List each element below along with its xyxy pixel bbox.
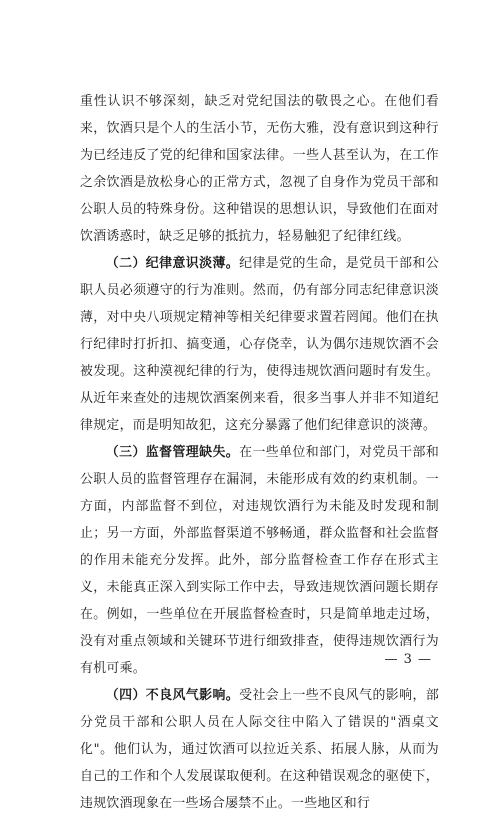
paragraph-2-text: 纪律是党的生命，是党员干部和公职人员必须遵守的行为准则。然而，仍有部分同志纪律意识淡薄，对中央八项规定精神等相关纪律要求置若罔闻。他们在执行纪律时打折扣、搞变通，心存侥幸，认为偶尔违规饮酒不会被发现。这种漠视纪律的行为，使得违规饮酒问题时有发生。从近年来查处的违规饮酒案例来看，很多当事人并非不知道纪律规定，而是明知故犯，这充分暴露了他们纪律意识的淡薄。 xyxy=(80,256,440,433)
paragraph-4-text: 受社会上一些不良风气的影响，部分党员干部和公职人员在人际交往中陷入了错误的"酒桌文化"。他们认为，通过饮酒可以拉近关系、拓展人脉，从而为自己的工作和个人发展谋取便利。在这种错误观念的驱使下，违规饮酒现象在一些场合屡禁不止。一些地区和行 xyxy=(80,688,440,811)
page-number: — 3 — xyxy=(384,652,432,667)
paragraph-4-heading: （四）不良风气影响。 xyxy=(105,688,240,703)
paragraph-4 xyxy=(80,682,439,817)
paragraph-1 xyxy=(80,88,439,250)
paragraph-3 xyxy=(80,439,439,682)
paragraph-2-heading: （二）纪律意识淡薄。 xyxy=(105,256,240,271)
paragraph-2 xyxy=(80,250,439,439)
paragraph-3-heading: （三）监督管理缺失。 xyxy=(105,445,240,460)
paragraph-1-text: 重性认识不够深刻，缺乏对党纪国法的敬畏之心。在他们看来，饮酒只是个人的生活小节，无伤大雅，没有意识到这种行为已经违反了党的纪律和国家法律。一些人甚至认为，在工作之余饮酒是放松身心的正常方式，忽视了自身作为党员干部和公职人员的特殊身份。这种错误的思想认识，导致他们在面对饮酒诱惑时，缺乏足够的抵抗力，轻易触犯了纪律红线。 xyxy=(80,94,439,244)
paragraph-3-text: 在一些单位和部门，对党员干部和公职人员的监督管理存在漏洞，未能形成有效的约束机制。一方面，内部监督不到位，对违规饮酒行为未能及时发现和制止；另一方面，外部监督渠道不够畅通，群众监督和社会监督的作用未能充分发挥。此外，部分监督检查工作存在形式主义，未能真正深入到实际工作中去，导致违规饮酒问题长期存在。例如，一些单位在开展监督检查时，只是简单地走过场，没有对重点领域和关键环节进行细致排查，使得违规饮酒行为有机可乘。 xyxy=(80,445,440,676)
